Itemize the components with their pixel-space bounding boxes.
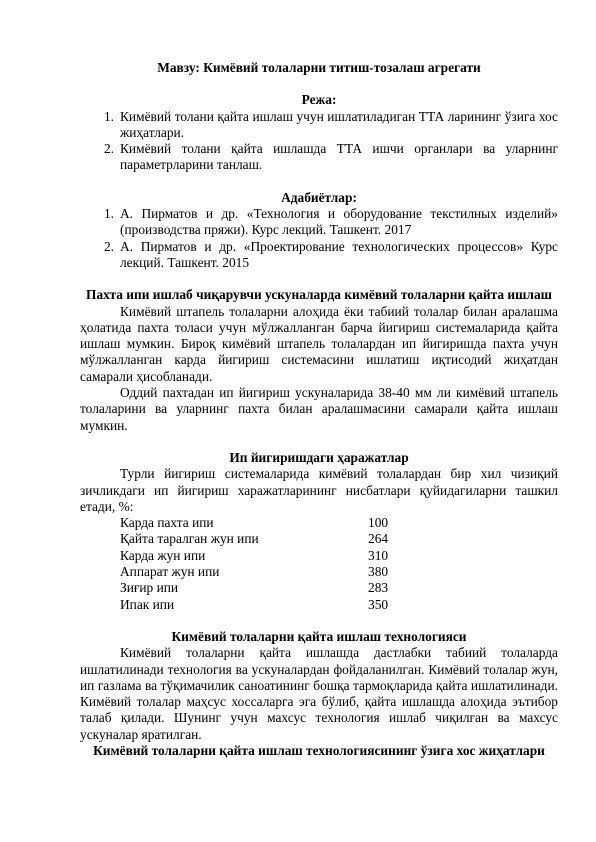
plan-item xyxy=(90,141,558,174)
expenses-table xyxy=(120,515,558,613)
plan-list xyxy=(80,109,558,174)
expense-row xyxy=(120,564,558,580)
paragraph: Кимёвий толаларни қайта ишлашда дастлабки табиий толаларда ишлатилинади технология ва ускуналардан фойдаланилган. Кимёвий толалар жун, ип газлама ва тўқимачилик саноатининг бошқа тармоқларида қайта ишлатилинади. Кимёвий толалар маҳсус хоссаларга эга бўлиб, қайта ишлашда алоҳида эътибор талаб қилади. Шунинг учун махсус технология ишлаб чиқилган ва махсус ускуналар яратилган. xyxy=(80,645,558,742)
expense-value: 310 xyxy=(368,547,389,563)
expense-name: Карда жун ипи xyxy=(120,547,206,563)
literature-item-number: 1. xyxy=(103,206,114,222)
expense-row xyxy=(120,515,558,531)
literature-item-text: А. Пирматов и др. «Технология и оборудование текстилных изделий» (производства пряжи). Курс лекций. Ташкент. 2017 xyxy=(120,206,558,238)
expense-row xyxy=(120,531,558,547)
section-heading-expenses: Ип йигиришдаги ҳаражатлар xyxy=(229,449,409,465)
expense-value: 283 xyxy=(368,580,389,596)
expense-row xyxy=(120,597,558,613)
literature-list xyxy=(80,206,558,271)
paragraph: Оддий пахтадан ип йигириш ускуналарида 38-40 мм ли кимёвий штапель толаларини ва уларнинг пахта билан аралашмасини самарали қайта ишлаш мумкин. xyxy=(80,385,558,433)
expense-row xyxy=(120,580,558,596)
section-heading-features: Кимёвий толаларни қайта ишлаш технологиясининг ўзига хос жиҳатлари xyxy=(93,742,545,758)
spacer xyxy=(80,174,558,190)
plan-item xyxy=(90,109,558,142)
section-heading-processing: Пахта ипи ишлаб чиқарувчи ускуналарда кимёвий толаларни қайта ишлаш xyxy=(86,287,552,303)
expense-name: Карда пахта ипи xyxy=(120,515,214,531)
spacer xyxy=(80,613,558,629)
expense-name: Зиғир ипи xyxy=(120,580,179,596)
paragraph: Кимёвий штапель толаларни алоҳида ёки табиий толалар билан аралашма ҳолатида пахта толаси учун мўлжалланган барча йигириш системаларида қайта ишлаш мумкин. Бироқ кимёвий штапель толалардан ип йигиришда пахта учун мўлжалланган карда йигириш системасини ишлатиш иқтисодий жиҳатдан самарали ҳисобланади. xyxy=(80,303,558,384)
spacer xyxy=(80,434,558,450)
expense-name: Ипак ипи xyxy=(120,596,175,612)
literature-item-number: 2. xyxy=(103,238,114,254)
expense-name: Қайта таралган жун ипи xyxy=(120,531,259,547)
literature-item xyxy=(90,206,558,239)
literature-heading: Адабиётлар: xyxy=(281,189,357,205)
literature-item xyxy=(90,239,558,272)
expense-value: 100 xyxy=(368,515,389,531)
topic-title: Мавзу: Кимёвий толаларни титиш-тозалаш агрегати xyxy=(157,60,481,75)
expense-value: 350 xyxy=(368,596,389,612)
expense-row xyxy=(120,548,558,564)
plan-item-number: 1. xyxy=(103,108,114,124)
plan-item-text: Кимёвий толани қайта ишлаш учун ишлатиладиган ТТА ларининг ўзига хос жиҳатлари. xyxy=(120,108,558,140)
expense-name: Аппарат жун ипи xyxy=(120,564,220,580)
plan-item-text: Кимёвий толани қайта ишлашда ТТА ишчи органлари ва уларнинг параметрларини танлаш. xyxy=(120,141,558,173)
plan-heading: Режа: xyxy=(301,92,337,108)
expense-value: 264 xyxy=(368,531,389,547)
literature-item-text: А. Пирматов и др. «Проектирование технологических процессов» Курс лекций. Ташкент. 2015 xyxy=(120,238,558,270)
paragraph: Турли йигириш системаларида кимёвий толалардан бир хил чизиқий зичликдаги ип йигириш харажатларининг нисбатлари қуйидагиларни ташкил етади, %: xyxy=(80,466,558,514)
spacer xyxy=(80,271,558,287)
spacer xyxy=(80,76,558,92)
expense-value: 380 xyxy=(368,564,389,580)
section-heading-technology: Кимёвий толаларни қайта ишлаш технологияси xyxy=(171,628,467,644)
plan-item-number: 2. xyxy=(103,141,114,157)
